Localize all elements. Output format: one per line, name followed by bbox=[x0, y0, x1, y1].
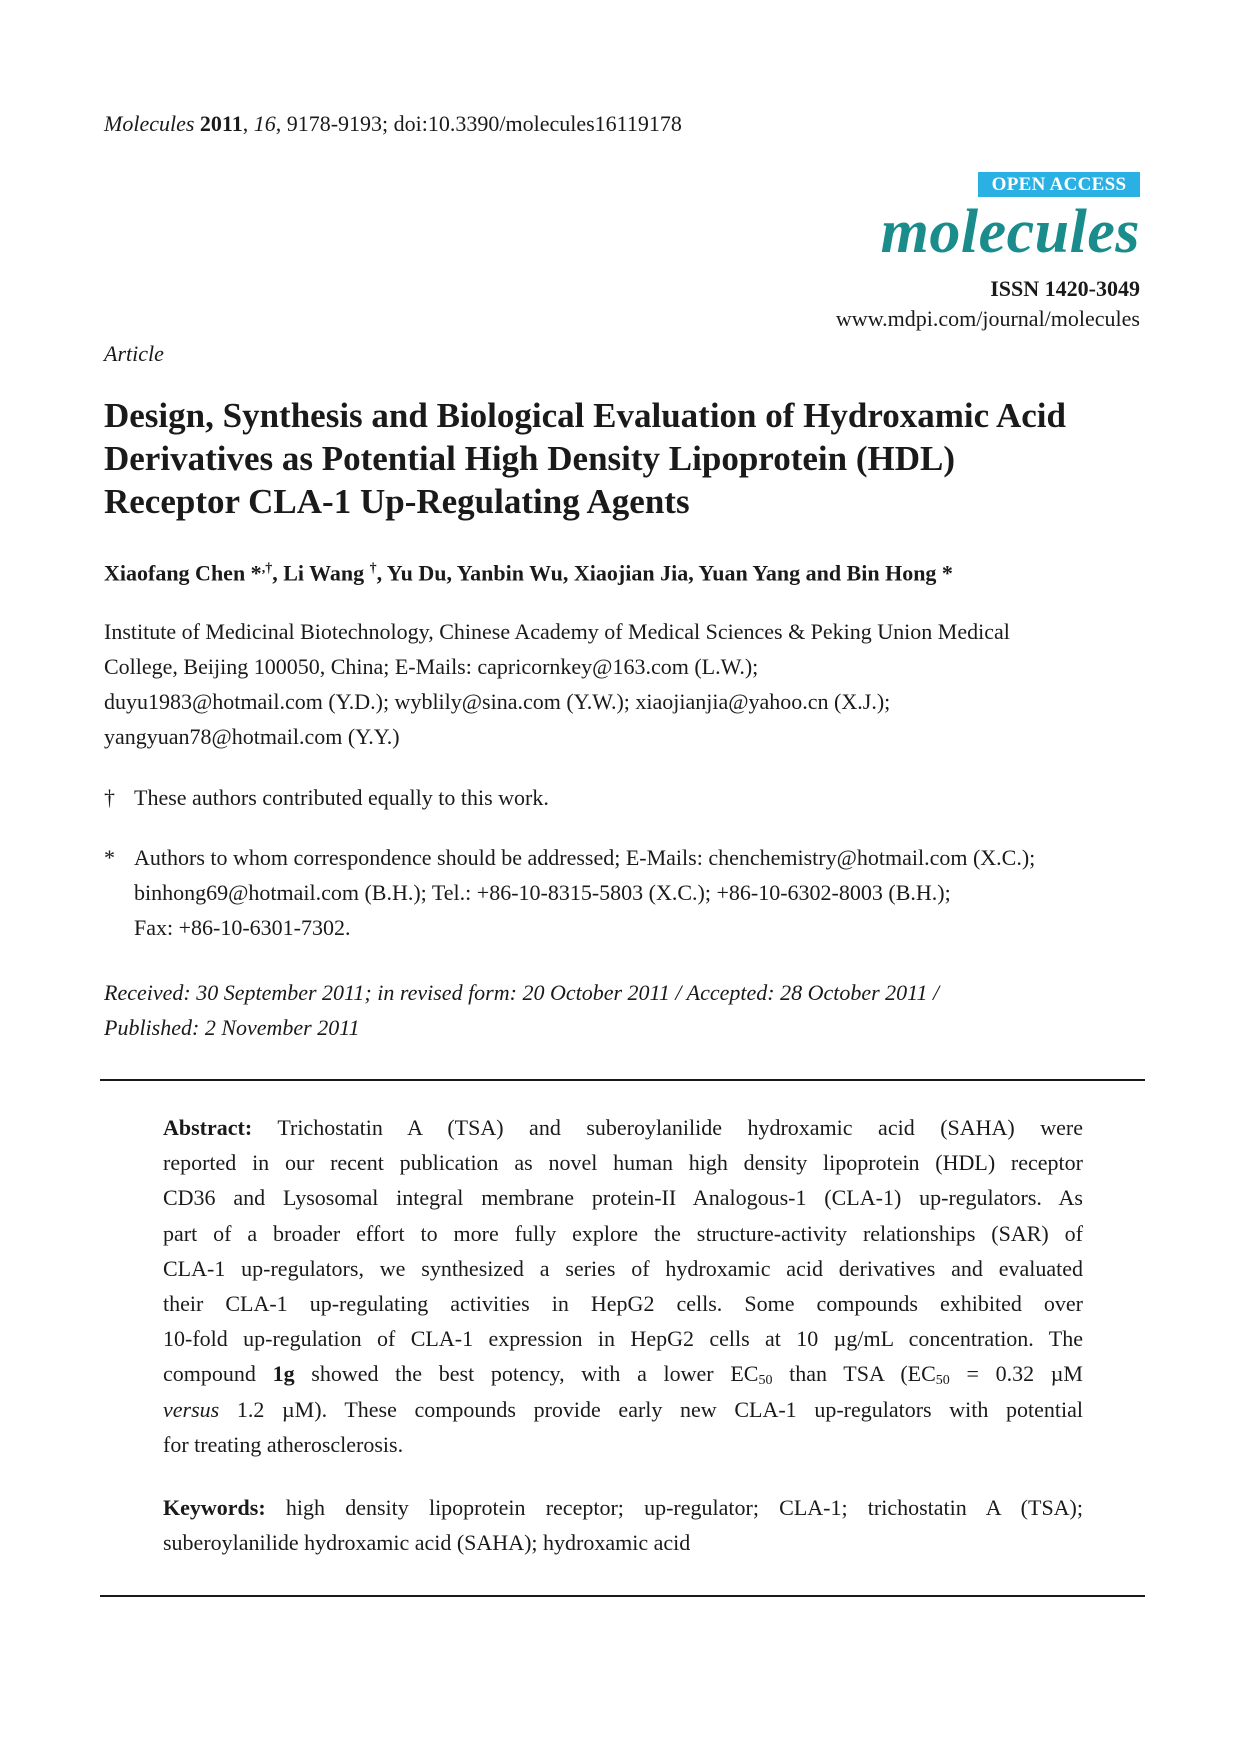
equal-contribution-note bbox=[104, 780, 1154, 815]
title-line: Derivatives as Potential High Density Lipoprotein (HDL) bbox=[104, 439, 955, 478]
note-line: Fax: +86-10-6301-7302. bbox=[134, 915, 351, 940]
abstract-text: 1.2 µM). These compounds provide early new CLA-1 up-regulators with potential bbox=[219, 1396, 1083, 1422]
citation-line: Molecules 2011, 16, 9178-9193; doi:10.3390/molecules16119178 bbox=[104, 111, 682, 136]
open-access-badge: OPEN ACCESS bbox=[978, 172, 1140, 197]
journal-url[interactable]: www.mdpi.com/journal/molecules bbox=[835, 306, 1140, 331]
author-marks: † bbox=[369, 561, 377, 576]
abstract-line: for treating atherosclerosis. bbox=[163, 1431, 404, 1457]
title-line: Design, Synthesis and Biological Evaluation of Hydroxamic Acid bbox=[104, 396, 1066, 435]
note-text: These authors contributed equally to this work. bbox=[134, 785, 549, 810]
note-line: binhong69@hotmail.com (B.H.); Tel.: +86-10-8315-5803 (X.C.); +86-10-6302-8003 (B.H.); bbox=[134, 880, 951, 905]
dagger-mark: † bbox=[104, 785, 115, 810]
affiliation-line: College, Beijing 100050, China; E-Mails: capricornkey@163.com (L.W.); bbox=[104, 654, 759, 679]
dates-line: Published: 2 November 2011 bbox=[104, 1015, 360, 1040]
abstract-line bbox=[163, 1392, 1083, 1427]
abstract-line: their CLA-1 up-regulating activities in HepG2 cells. Some compounds exhibited over bbox=[163, 1291, 1083, 1317]
note-line: Authors to whom correspondence should be addressed; E-Mails: chenchemistry@hotmail.com (X.C.); bbox=[134, 845, 1036, 870]
abstract-label: Abstract: bbox=[163, 1115, 253, 1140]
title-line: Receptor CLA-1 Up-Regulating Agents bbox=[104, 482, 690, 521]
author-names: , Yu Du, Yanbin Wu, Xiaojian Jia, Yuan Yang and Bin Hong * bbox=[376, 560, 953, 586]
issn: ISSN 1420-3049 bbox=[990, 276, 1140, 301]
author-name: , Li Wang bbox=[272, 560, 370, 586]
citation-volume: 16 bbox=[253, 111, 276, 136]
subscript: 50 bbox=[935, 1373, 950, 1389]
abstract-text: showed the best potency, with a lower EC bbox=[294, 1361, 759, 1387]
divider bbox=[100, 1079, 1145, 1081]
abstract-line: part of a broader effort to more fully explore the structure-activity relationships (SAR) of bbox=[163, 1220, 1083, 1246]
dates-line: Received: 30 September 2011; in revised form: 20 October 2011 / Accepted: 28 October 2011 / bbox=[104, 980, 940, 1005]
abstract-text: = 0.32 µM bbox=[949, 1361, 1083, 1387]
keywords bbox=[163, 1490, 1083, 1560]
affiliation bbox=[104, 614, 1149, 754]
abstract-italic: versus bbox=[163, 1396, 220, 1422]
publication-dates bbox=[104, 975, 1154, 1045]
abstract-line: 10-fold up-regulation of CLA-1 expression in HepG2 cells at 10 µg/mL concentration. The bbox=[163, 1326, 1083, 1352]
paper-title bbox=[104, 394, 1144, 523]
asterisk-mark: * bbox=[104, 845, 115, 870]
subscript: 50 bbox=[758, 1373, 773, 1389]
compound-id: 1g bbox=[272, 1361, 295, 1387]
abstract-text: compound bbox=[163, 1361, 273, 1387]
author-marks: ,† bbox=[261, 561, 273, 576]
article-type: Article bbox=[104, 341, 164, 366]
affiliation-line: duyu1983@hotmail.com (Y.D.); wyblily@sina.com (Y.W.); xiaojianjia@yahoo.cn (X.J.); bbox=[104, 689, 891, 714]
affiliation-line: Institute of Medicinal Biotechnology, Chinese Academy of Medical Sciences & Peking Union Medical bbox=[104, 619, 1010, 644]
abstract bbox=[163, 1110, 1083, 1462]
citation-year: 2011 bbox=[199, 111, 243, 136]
author-name: Xiaofang Chen * bbox=[104, 560, 262, 586]
abstract-line: reported in our recent publication as novel human high density lipoprotein (HDL) receptor bbox=[163, 1150, 1083, 1176]
journal-logo: molecules bbox=[880, 198, 1140, 266]
divider bbox=[100, 1595, 1145, 1597]
author-list bbox=[104, 554, 1154, 588]
keywords-line: high density lipoprotein receptor; up-regulator; CLA-1; trichostatin A (TSA); bbox=[265, 1495, 1083, 1520]
keywords-label: Keywords: bbox=[163, 1495, 266, 1520]
citation-pages-doi: , 9178-9193; doi:10.3390/molecules16119178 bbox=[275, 111, 682, 136]
correspondence-note bbox=[104, 840, 1154, 945]
abstract-text: than TSA (EC bbox=[772, 1361, 936, 1387]
affiliation-line: yangyuan78@hotmail.com (Y.Y.) bbox=[104, 724, 400, 749]
keywords-line: suberoylanilide hydroxamic acid (SAHA); hydroxamic acid bbox=[163, 1530, 691, 1555]
citation-journal: Molecules bbox=[104, 111, 195, 136]
abstract-line: Trichostatin A (TSA) and suberoylanilide hydroxamic acid (SAHA) were bbox=[277, 1115, 1083, 1140]
abstract-line: CD36 and Lysosomal integral membrane protein-II Analogous-1 (CLA-1) up-regulators. As bbox=[163, 1185, 1083, 1211]
abstract-line bbox=[163, 1356, 1083, 1391]
abstract-line: CLA-1 up-regulators, we synthesized a series of hydroxamic acid derivatives and evaluated bbox=[163, 1255, 1083, 1281]
